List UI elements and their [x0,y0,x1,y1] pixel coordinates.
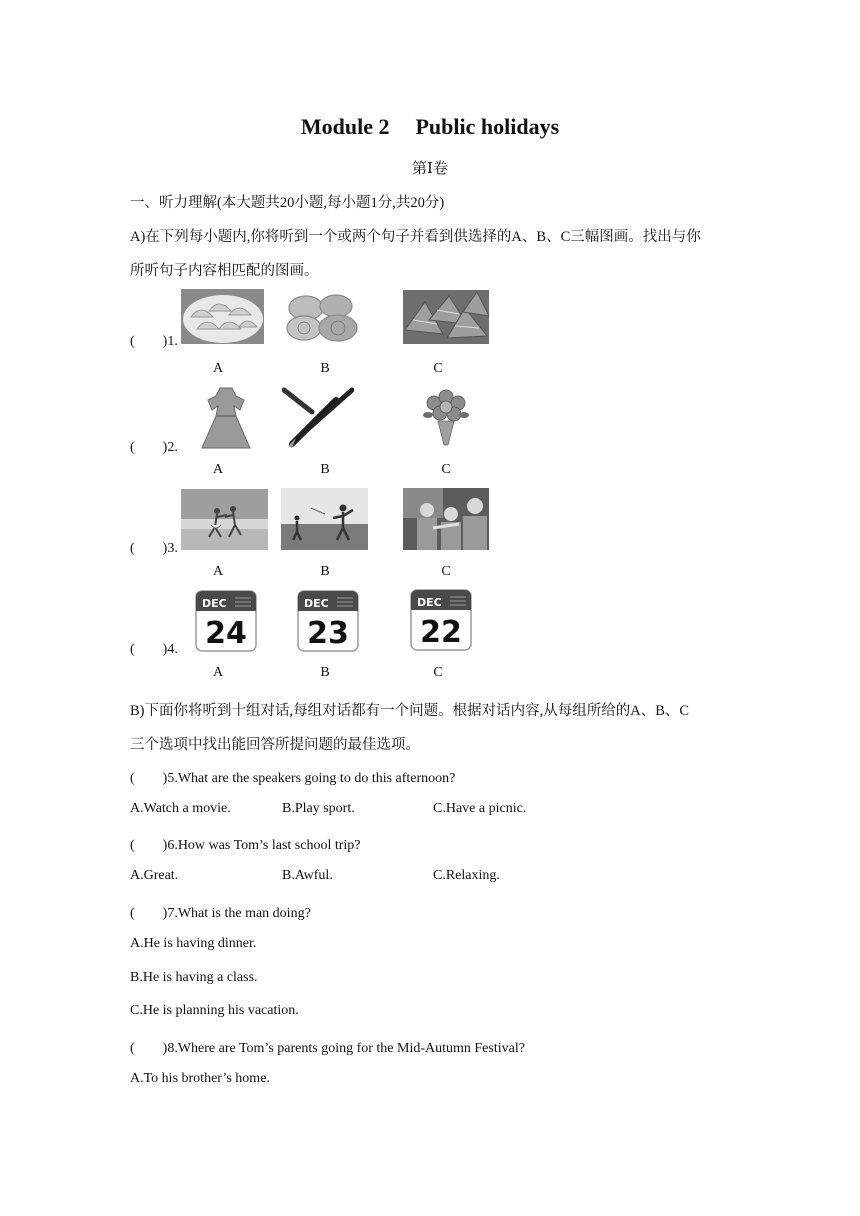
question-5-option-b: B.Play sport. [282,801,355,816]
calendar-b-day: 23 [307,616,349,651]
option-letter-a: A [212,564,224,579]
calendar-a-day: 24 [205,616,247,651]
partB-intro-line2: 三个选项中找出能回答所提问题的最佳选项。 [130,737,420,753]
calendar-dec-23-icon [297,590,359,652]
question-6-stem: ( )6.How was Tom’s last school trip? [130,838,361,853]
question-6-option-b: B.Awful. [282,868,333,883]
option-letter-c: C [433,361,443,376]
question-3-label: ( )3. [130,541,178,556]
question-8-stem: ( )8.Where are Tom’s parents going for the Mid-Autumn Festival? [130,1041,525,1056]
dress-image [200,386,252,450]
question-1-label: ( )1. [130,334,178,349]
question-2-label: ( )2. [130,440,178,455]
title-module: Module 2 [300,114,390,139]
option-letter-b: B [320,564,330,579]
option-letter-c: C [441,564,451,579]
question-7-stem: ( )7.What is the man doing? [130,906,311,921]
calendar-dec-24-icon [195,590,257,652]
pen-image [282,386,354,448]
question-5-option-c: C.Have a picnic. [433,801,527,816]
option-letter-b: B [320,462,330,477]
option-letter-a: A [212,361,224,376]
calendar-b-month: DEC [304,597,329,610]
title-topic: Public holidays [415,114,560,139]
question-6-option-c: C.Relaxing. [433,868,500,883]
mooncakes-image [282,290,362,344]
option-letter-a: A [212,462,224,477]
partB-intro-line1: B)下面你将听到十组对话,每组对话都有一个问题。根据对话内容,从每组所给的A、B、C [130,703,690,719]
family-gathering-image [403,488,489,550]
option-letter-c: C [433,665,443,680]
calendar-c-month: DEC [417,596,442,609]
option-letter-a: A [212,665,224,680]
dancing-couple-image [181,489,268,550]
flower-bouquet-image [420,387,472,449]
question-7-option-b: B.He is having a class. [130,970,258,985]
calendar-dec-22-icon [410,589,472,651]
zongzi-image [403,290,489,344]
question-5-option-a: A.Watch a movie. [130,801,231,816]
question-7-option-c: C.He is planning his vacation. [130,1003,299,1018]
question-7-option-a: A.He is having dinner. [130,936,257,951]
option-letter-b: B [320,361,330,376]
question-6-option-a: A.Great. [130,868,179,883]
option-letter-b: B [320,665,330,680]
partA-intro-line1: A)在下列每小题内,你将听到一个或两个句子并看到供选择的A、B、C三幅图画。找出与你 [130,229,701,245]
calendar-c-day: 22 [420,615,462,650]
people-playing-outdoors-image [281,488,368,550]
question-4-label: ( )4. [130,642,178,657]
question-8-option-a: A.To his brother’s home. [130,1071,270,1086]
page-title [0,114,860,140]
paper-subtitle: 第Ⅰ卷 [412,161,448,177]
calendar-a-month: DEC [202,597,227,610]
dumplings-image [181,289,264,344]
option-letter-c: C [441,462,451,477]
section-heading: 一、听力理解(本大题共20小题,每小题1分,共20分) [130,195,445,211]
partA-intro-line2: 所听句子内容相匹配的图画。 [130,263,319,279]
question-5-stem: ( )5.What are the speakers going to do this afternoon? [130,771,456,786]
